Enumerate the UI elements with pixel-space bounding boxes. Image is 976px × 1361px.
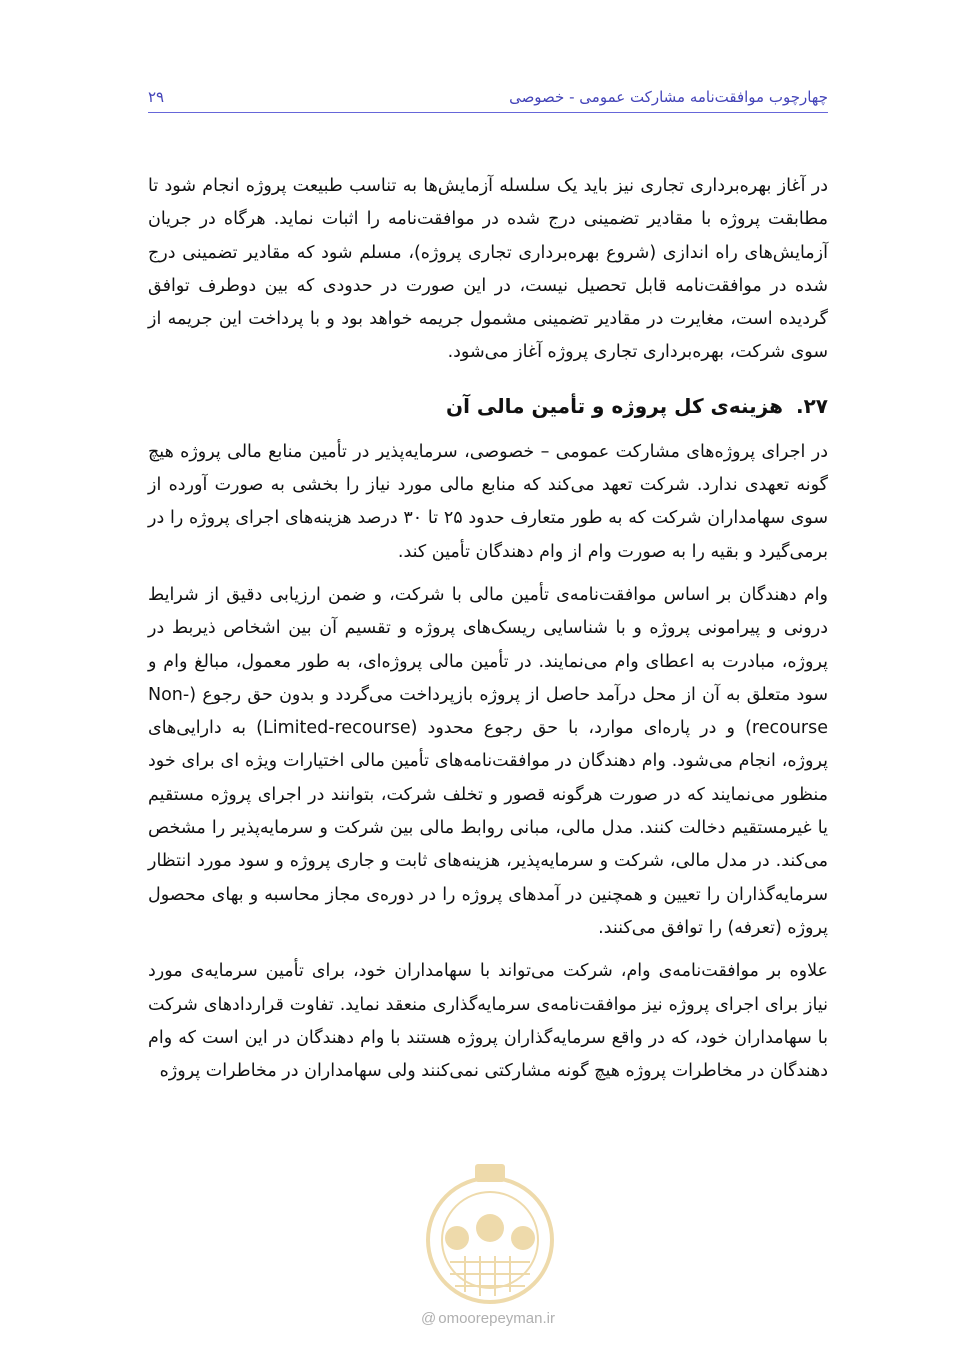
- website-text: omoorepeyman.ir: [438, 1310, 555, 1327]
- running-title: چهارچوب موافقت‌نامه مشارکت عمومی - خصوصی: [509, 88, 828, 106]
- at-icon: @: [421, 1310, 437, 1327]
- section-title: هزینه‌ی کل پروژه و تأمین مالی آن: [446, 393, 783, 418]
- seal-logo-icon: [395, 1150, 585, 1310]
- document-body: [148, 170, 828, 1088]
- paragraph-lenders: وام دهندگان بر اساس موافقت‌نامه‌ی تأمین مالی با شرکت، و ضمن ارزیابی دقیق از شرایط درونی و پیرامونی پروژه و با شناسایی ریسک‌های پروژه و تقسیم آن بین اشخاص ذیربط در پروژه، مبادرت به اعطای وام می‌نمایند. در تأمین مالی پروژه‌ای، به طور معمول، مبالغ وام و سود متعلق به آن از محل درآمد حاصل از پروژه بازپرداخت می‌گردد و بدون حق رجوع (Non-recourse) و در پاره‌ای موارد، با حق رجوع محدود (Limited-recourse) به دارایی‌های پروژه، انجام می‌شود. وام دهندگان در موافقت‌نامه‌های تأمین مالی اختیارات ویژه ای برای خود منظور می‌نمایند که در صورت هرگونه قصور و تخلف شرکت، بتوانند در اجرای پروژه مستقیم یا غیرمستقیم دخالت کنند. مدل مالی، مبانی روابط مالی بین شرکت و سرمایه‌پذیر را مشخص می‌کند. در مدل مالی، شرکت و سرمایه‌پذیر، هزینه‌های ثابت و جاری پروژه و سود مورد انتظار سرمایه‌گذاران را تعیین و همچنین در آمدهای پروژه را در دوره‌ی مجاز محاسبه و بهای محصول پروژه (تعرفه) را توافق می‌کنند.: [148, 584, 828, 938]
- section-number: ۲۷.: [795, 393, 828, 418]
- paragraph-project-financing: در اجرای پروژه‌های مشارکت عمومی – خصوصی، سرمایه‌پذیر در تأمین منابع مالی پروژه هیچ گونه تعهدی ندارد. شرکت تعهد می‌کند که منابع مالی مورد نیاز را بخشی به صورت آورده از سوی سهامداران شرکت که به طور متعارف حدود ۲۵ تا ۳۰ درصد هزینه‌های اجرای پروژه را در برمی‌گیرد و بقیه را به صورت وام از وام دهندگان تأمین کند.: [148, 441, 828, 562]
- paragraph-shareholders: علاوه بر موافقت‌نامه‌ی وام، شرکت می‌تواند با سهامداران خود، برای تأمین سرمایه‌ی مورد نیاز برای اجرای پروژه نیز موافقت‌نامه‌ی سرمایه‌گذاری منعقد نماید. تفاوت قراردادهای شرکت با سهامداران خود، که در واقع سرمایه‌گذاران پروژه هستند با وام دهندگان در این است که وام دهندگان در مخاطرات پروژه هیچ گونه مشارکتی نمی‌کنند ولی سهامداران در مخاطرات پروژه: [148, 961, 828, 1082]
- paragraph-commercial-operation: در آغاز بهره‌برداری تجاری نیز باید یک سلسله آزمایش‌ها به تناسب طبیعت پروژه انجام شود تا مطابقت پروژه با مقادیر تضمینی درج شده در موافقت‌نامه را اثبات نماید. هرگاه در جریان آزمایش‌های راه اندازی (شروع بهره‌برداری تجاری پروژه)، مسلم شود که مقادیر تضمینی درج شده در موافقت‌نامه قابل تحصیل نیست، در این صورت در حدودی که بین دوطرف توافق گردیده است، مغایرت در مقادیر تضمینی مشمول جریمه خواهد بود و با پرداخت این جریمه از سوی شرکت، بهره‌برداری تجاری پروژه آغاز می‌شود.: [148, 176, 828, 363]
- page-number: ۲۹: [148, 88, 165, 106]
- section-heading: [148, 392, 828, 420]
- page-header: [148, 86, 828, 113]
- footer-website: [0, 1310, 976, 1327]
